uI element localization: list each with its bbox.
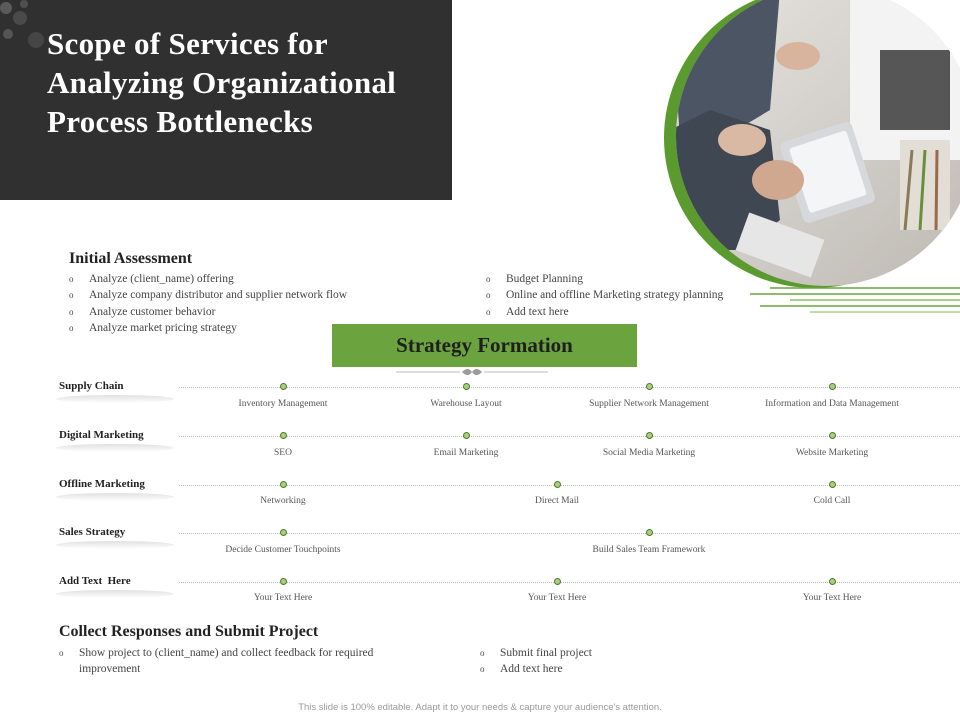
strategy-formation-banner — [332, 324, 637, 367]
list-item — [486, 287, 723, 303]
timeline-node — [829, 432, 836, 439]
node-label: Your Text Here — [802, 593, 862, 603]
collect-right-list — [480, 645, 592, 678]
list-item — [486, 271, 723, 287]
business-meeting-photo — [650, 0, 960, 290]
list-item-text: Submit final project — [500, 647, 592, 659]
timeline-supply-chain — [179, 387, 960, 388]
node-label: Decide Customer Touchpoints — [225, 545, 341, 555]
row-label-offline-marketing — [59, 478, 179, 490]
node-label: Email Marketing — [433, 448, 499, 458]
timeline-node — [554, 481, 561, 488]
timeline-node — [280, 432, 287, 439]
node-label: Information and Data Management — [765, 399, 899, 409]
bullet-icon: o — [486, 306, 491, 317]
list-item — [69, 304, 347, 320]
timeline-node — [646, 383, 653, 390]
node-label: Build Sales Team Framework — [592, 545, 706, 555]
node-label: Social Media Marketing — [602, 448, 696, 458]
node-label: Cold Call — [813, 496, 851, 506]
list-item-text: Show project to (client_name) and collect feedback for required improvement — [79, 647, 374, 675]
row-label-sales-strategy — [59, 526, 179, 538]
node-label: Networking — [260, 496, 306, 506]
bullet-icon: o — [69, 274, 74, 284]
list-item-text: Analyze (client_name) offering — [89, 273, 234, 285]
ornament-divider-icon — [396, 366, 548, 378]
node-label: Your Text Here — [253, 593, 313, 603]
initial-assessment-left-list — [69, 271, 347, 336]
timeline-node — [554, 578, 561, 585]
row-label-shadow — [56, 590, 174, 598]
timeline-add-text-here — [179, 582, 960, 583]
page-title: Scope of Services for Analyzing Organizational Process Bottlenecks — [47, 26, 397, 139]
initial-assessment-heading: Initial Assessment — [69, 250, 193, 267]
title-panel — [0, 0, 452, 200]
node-label: Your Text Here — [527, 593, 587, 603]
row-label-text: Digital Marketing — [59, 429, 144, 441]
timeline-offline-marketing — [179, 485, 960, 486]
list-item-text: Analyze market pricing strategy — [89, 321, 237, 334]
list-item-text: Analyze customer behavior — [89, 305, 216, 318]
timeline-node — [280, 383, 287, 390]
row-label-shadow — [56, 541, 174, 549]
list-item — [486, 304, 723, 320]
bullet-icon: o — [480, 664, 485, 675]
decorative-green-lines — [730, 286, 960, 316]
row-label-text: Supply Chain — [59, 380, 124, 392]
row-label-shadow — [56, 444, 174, 452]
timeline-node — [829, 481, 836, 488]
list-item-text: Add text here — [506, 305, 569, 318]
row-label-shadow — [56, 493, 174, 501]
row-label-text: Sales Strategy — [59, 526, 126, 538]
bullet-icon: o — [59, 648, 64, 658]
timeline-node — [829, 578, 836, 585]
row-label-supply-chain — [59, 380, 179, 392]
timeline-node — [280, 529, 287, 536]
timeline-node — [280, 481, 287, 488]
bullet-icon: o — [69, 322, 74, 333]
row-label-digital-marketing — [59, 429, 179, 441]
row-label-shadow — [56, 395, 174, 403]
bullet-icon: o — [69, 306, 74, 317]
list-item-text: Budget Planning — [506, 273, 583, 285]
node-label: Direct Mail — [534, 496, 580, 506]
timeline-sales-strategy — [179, 533, 960, 534]
list-item-text: Analyze company distributor and supplier network flow — [89, 289, 348, 302]
node-label: Inventory Management — [238, 399, 328, 409]
bullet-icon: o — [480, 648, 485, 658]
bullet-icon: o — [69, 290, 74, 301]
timeline-node — [646, 432, 653, 439]
list-item-text: Online and offline Marketing strategy planning — [506, 289, 724, 302]
timeline-node — [463, 383, 470, 390]
row-label-text: Offline Marketing — [59, 478, 145, 490]
footer-note: This slide is 100% editable. Adapt it to your needs & capture your audience's attention. — [298, 702, 662, 713]
strategy-formation-label: Strategy Formation — [396, 333, 573, 357]
timeline-node — [280, 578, 287, 585]
row-label-text: Add Text Here — [59, 575, 131, 587]
list-item-text: Add text here — [500, 663, 563, 676]
collect-responses-heading: Collect Responses and Submit Project — [59, 623, 319, 640]
initial-assessment-right-list — [486, 271, 723, 320]
list-item — [69, 320, 347, 336]
node-label: Website Marketing — [795, 448, 869, 458]
row-label-add-text-here — [59, 575, 179, 587]
bullet-icon: o — [486, 274, 491, 284]
node-label: SEO — [274, 448, 292, 458]
list-item — [69, 271, 347, 287]
bullet-icon: o — [486, 290, 491, 301]
node-label: Warehouse Layout — [430, 399, 502, 409]
list-item — [480, 645, 592, 661]
list-item — [69, 287, 347, 303]
list-item — [480, 661, 592, 677]
collect-left-list — [59, 645, 389, 677]
timeline-node — [463, 432, 470, 439]
timeline-digital-marketing — [179, 436, 960, 437]
node-label: Supplier Network Management — [589, 399, 709, 409]
timeline-node — [829, 383, 836, 390]
timeline-node — [646, 529, 653, 536]
list-item — [59, 645, 389, 677]
